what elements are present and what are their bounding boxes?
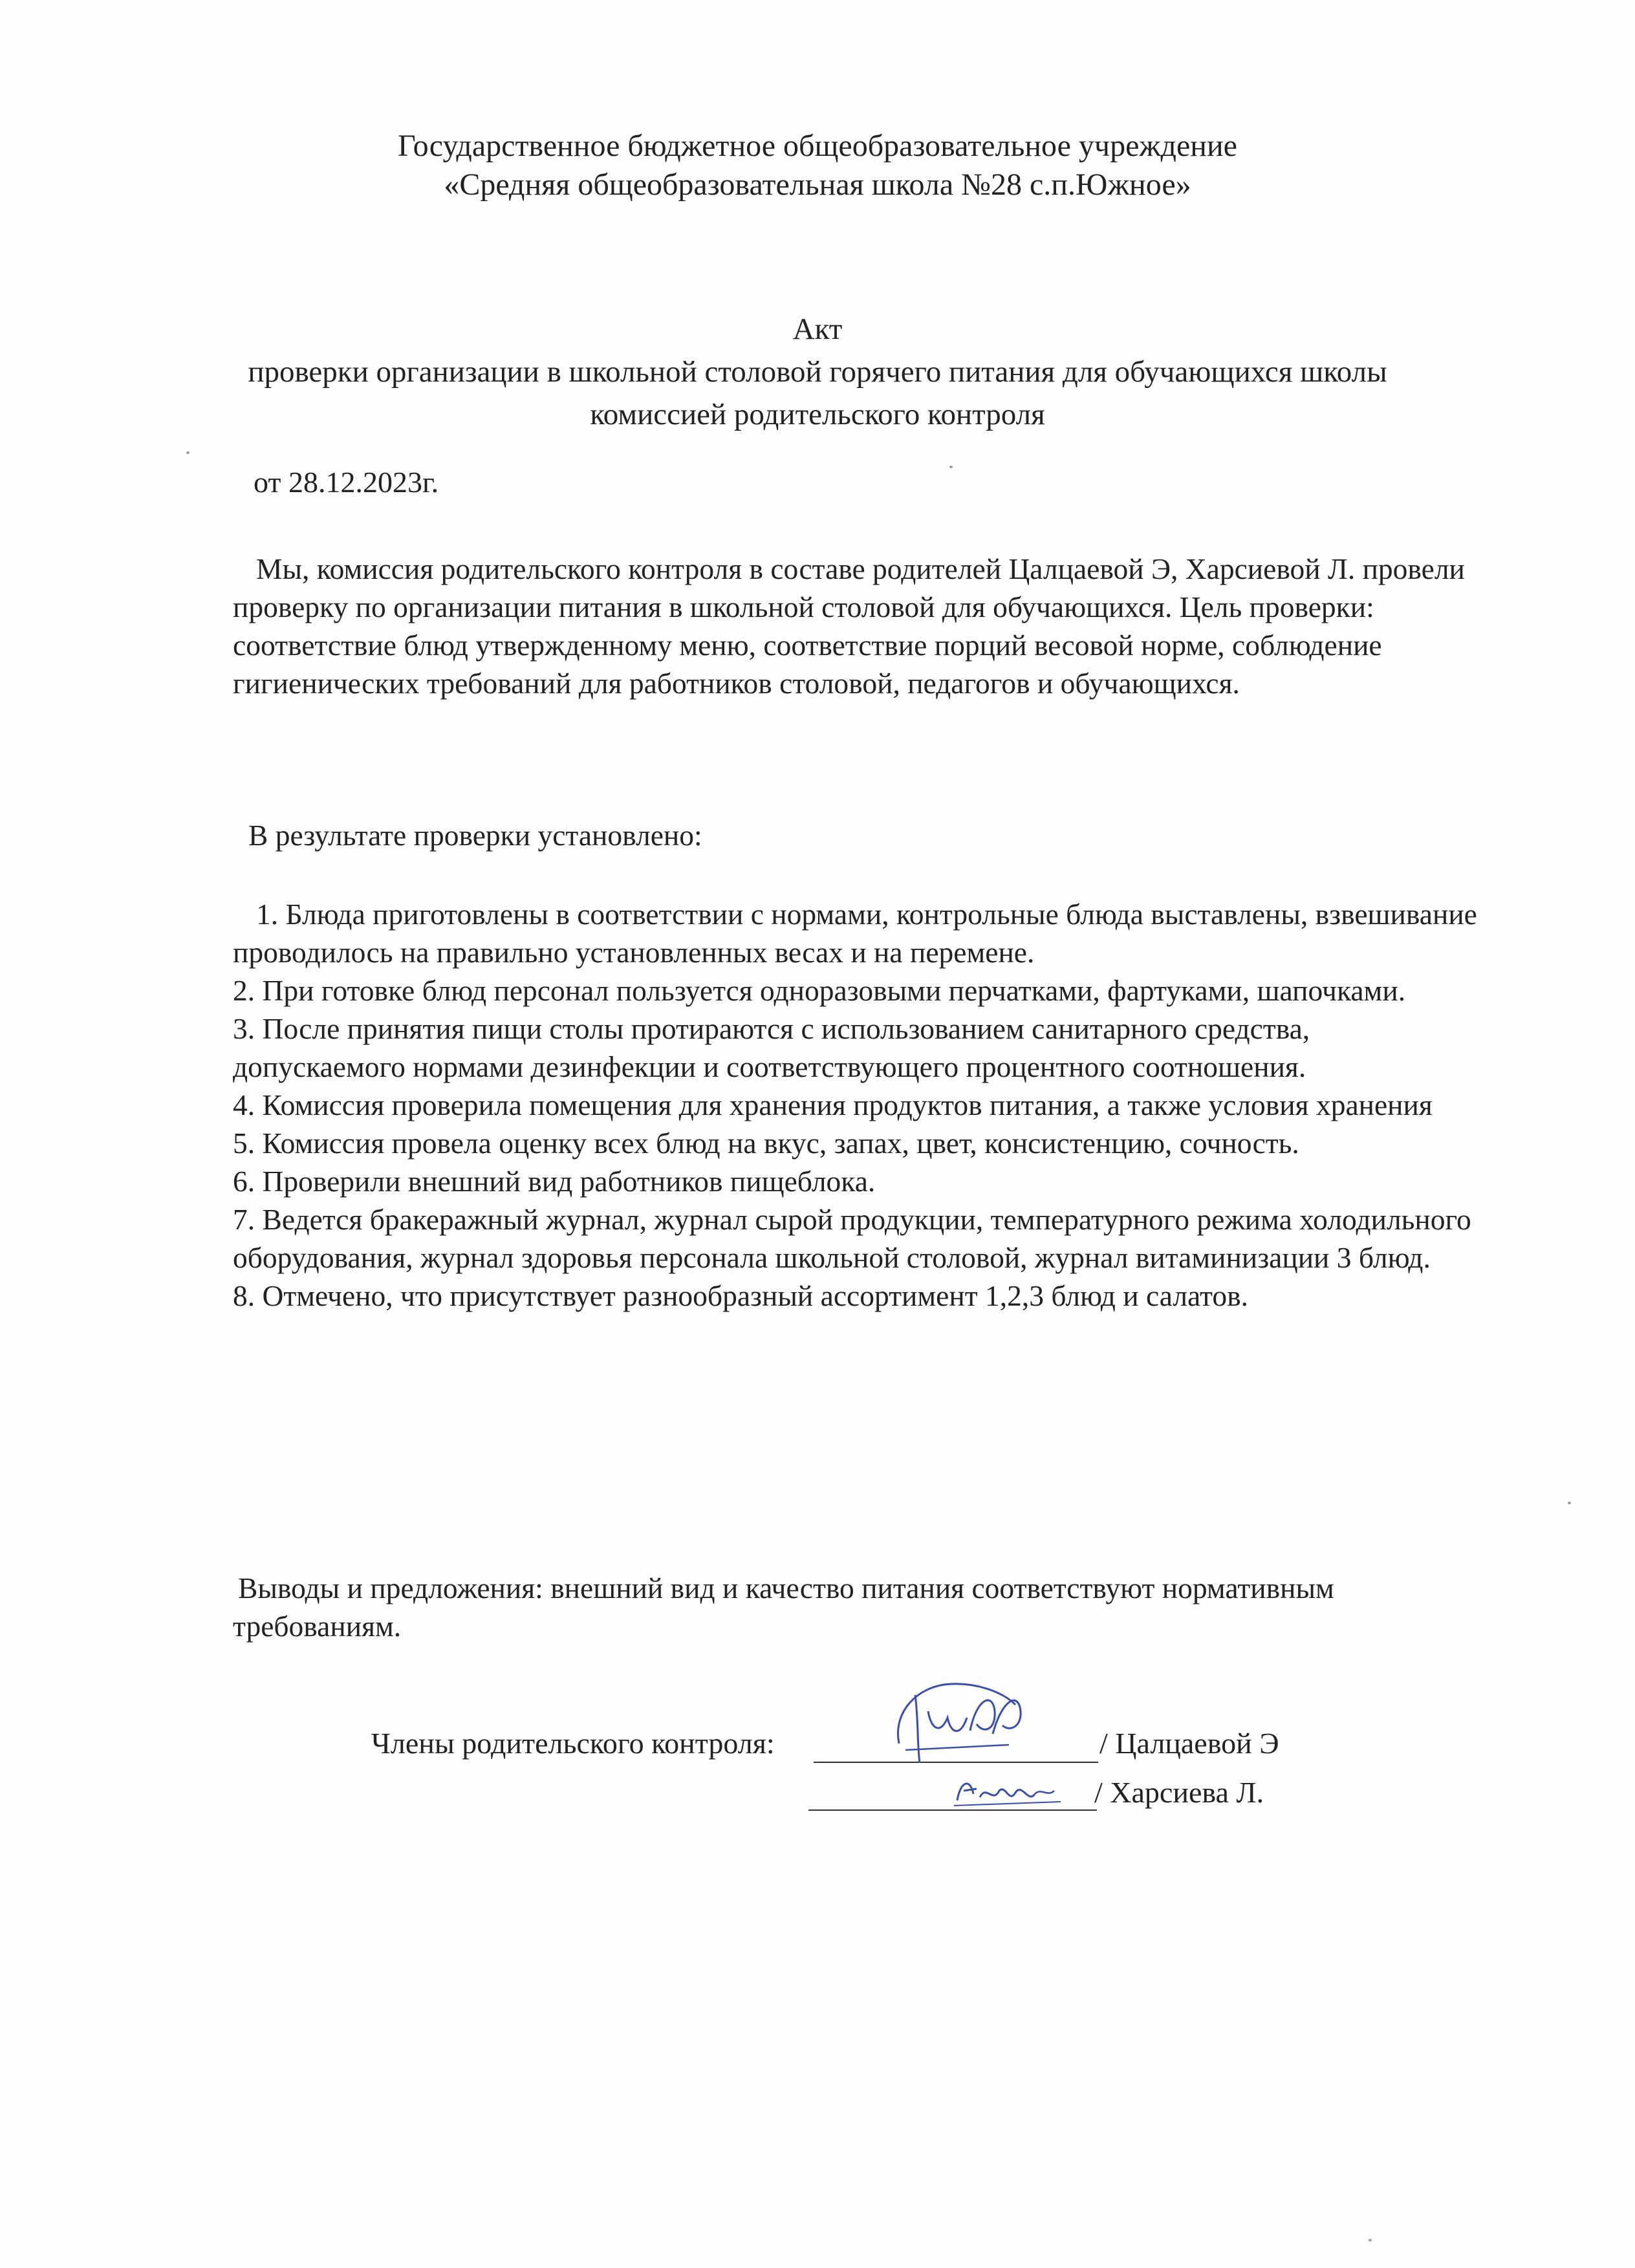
- title-subject: проверки организации в школьной столовой горячего питания для обучающихся школы: [248, 355, 1387, 389]
- title-act: Акт: [792, 312, 843, 346]
- document-title: [0, 308, 1635, 436]
- document-date: от 28.12.2023г.: [254, 466, 439, 499]
- finding-item: 7. Ведется бракеражный журнал, журнал сырой продукции, температурного режима холодильного оборудования, журнал здоровья персонала школьной столовой, журнал витаминизации 3 блюд.: [233, 1203, 1471, 1274]
- scan-speck: [1568, 1502, 1571, 1504]
- finding-item: 6. Проверили внешний вид работников пищеблока.: [233, 1165, 876, 1198]
- institution-header: [0, 127, 1635, 204]
- signatory-name-1: / Цалцаевой Э: [1099, 1727, 1279, 1760]
- signatory-name-2: / Харсиева Л.: [1094, 1776, 1264, 1809]
- institution-name: «Средняя общеобразовательная школа №28 с.п.Южное»: [444, 167, 1191, 202]
- finding-item: 5. Комиссия провела оценку всех блюд на вкус, запах, цвет, консистенцию, сочность.: [233, 1127, 1299, 1160]
- finding-item: 4. Комиссия проверила помещения для хранения продуктов питания, а также условия хранения: [233, 1088, 1433, 1121]
- signature-block: [0, 1707, 1635, 1837]
- finding-item: 2. При готовке блюд персонал пользуется одноразовыми перчатками, фартуками, шапочками.: [233, 974, 1406, 1007]
- finding-item: 8. Отмечено, что присутствует разнообразный ассортимент 1,2,3 блюд и салатов.: [233, 1279, 1248, 1312]
- scan-speck: [186, 451, 189, 454]
- title-commission: комиссией родительского контроля: [590, 398, 1045, 431]
- handwritten-signature-1: [880, 1672, 1041, 1769]
- conclusion-paragraph: Выводы и предложения: внешний вид и качество питания соответствуют нормативным требованиям.: [233, 1571, 1334, 1643]
- results-lead: В результате проверки установлено:: [248, 819, 702, 852]
- findings-list: [233, 895, 1481, 1315]
- scan-speck: [949, 466, 953, 468]
- finding-item: 1. Блюда приготовлены в соответствии с нормами, контрольные блюда выставлены, взвешивание проводилось на правильно установленных весах и на перемене.: [233, 898, 1477, 969]
- scan-speck: [1369, 2239, 1372, 2241]
- handwritten-signature-2: [951, 1768, 1067, 1813]
- signature-label: Члены родительского контроля:: [371, 1727, 775, 1760]
- intro-paragraph: Мы, комиссия родительского контроля в составе родителей Цалцаевой Э, Харсиевой Л. провели проверку по организации питания в школьной столовой для обучающихся. Цель проверки: соответствие блюд утвержденному меню, соответствие порций весовой норме, соблюдение гигиенических требований для работников столовой, педагогов и обучающихся.: [233, 552, 1465, 700]
- institution-type: Государственное бюджетное общеобразовательное учреждение: [398, 129, 1237, 163]
- finding-item: 3. После принятия пищи столы протираются с использованием санитарного средства, допускаемого нормами дезинфекции и соответствующего процентного соотношения.: [233, 1012, 1310, 1083]
